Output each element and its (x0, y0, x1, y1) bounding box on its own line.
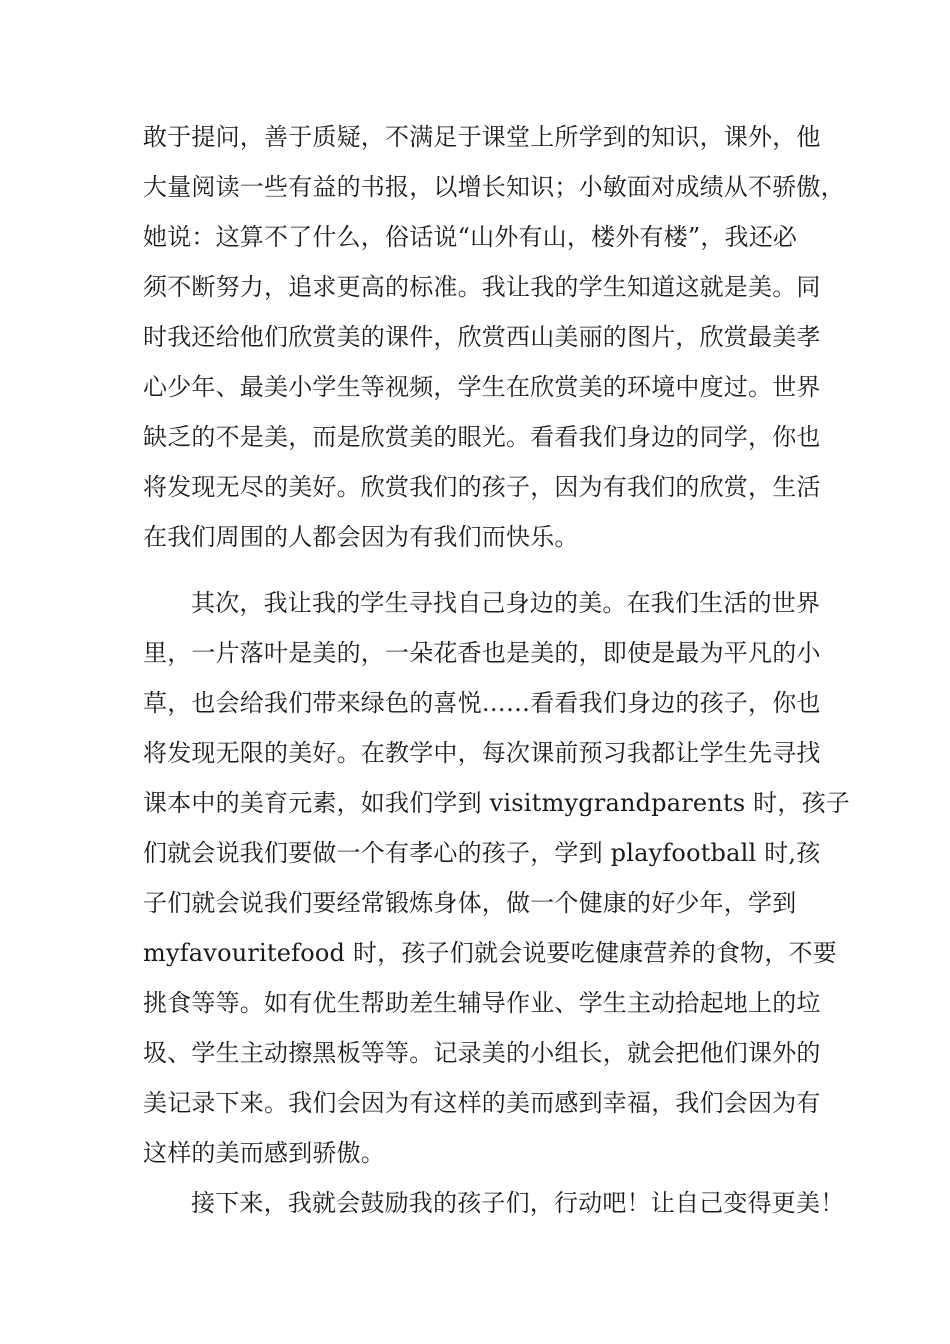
text-line: 心少年、最美小学生等视频，学生在欣赏美的环境中度过。世界 (143, 373, 821, 401)
text-line: 在我们周围的人都会因为有我们而快乐。 (143, 523, 579, 551)
text-line: 课本中的美育元素，如我们学到 visitmygrandparents 时，孩子 (143, 789, 850, 817)
paragraph-start-line: 其次，我让我的学生寻找自己身边的美。在我们生活的世界 (191, 589, 821, 617)
text-line: 将发现无限的美好。在教学中，每次课前预习我都让学生先寻找 (143, 739, 821, 767)
text-line: 将发现无尽的美好。欣赏我们的孩子，因为有我们的欣赏，生活 (143, 473, 821, 501)
text-line: 草，也会给我们带来绿色的喜悦……看看我们身边的孩子，你也 (143, 689, 821, 717)
paragraph-start-line: 接下来，我就会鼓励我的孩子们，行动吧！让自己变得更美！ (191, 1189, 845, 1217)
text-line: 挑食等等。如有优生帮助差生辅导作业、学生主动拾起地上的垃 (143, 989, 821, 1017)
text-line: 须不断努力，追求更高的标准。我让我的学生知道这就是美。同 (143, 273, 821, 301)
text-line: myfavouritefood 时，孩子们就会说要吃健康营养的食物，不要 (143, 939, 837, 967)
text-line: 她说：这算不了什么，俗话说“山外有山，楼外有楼”，我还必 (143, 223, 798, 251)
text-line: 们就会说我们要做一个有孝心的孩子，学到 playfootball 时,孩 (143, 839, 821, 867)
text-line: 时我还给他们欣赏美的课件，欣赏西山美丽的图片，欣赏最美孝 (143, 323, 821, 351)
text-line: 这样的美而感到骄傲。 (143, 1139, 385, 1167)
text-line: 敢于提问，善于质疑，不满足于课堂上所学到的知识，课外，他 (143, 123, 821, 151)
text-line: 圾、学生主动擦黑板等等。记录美的小组长，就会把他们课外的 (143, 1039, 821, 1067)
text-line: 子们就会说我们要经常锻炼身体，做一个健康的好少年，学到 (143, 889, 797, 917)
text-line: 缺乏的不是美，而是欣赏美的眼光。看看我们身边的同学，你也 (143, 423, 821, 451)
text-line: 里，一片落叶是美的，一朵花香也是美的，即使是最为平凡的小 (143, 639, 821, 667)
text-line: 大量阅读一些有益的书报，以增长知识；小敏面对成绩从不骄傲， (143, 173, 845, 201)
text-line: 美记录下来。我们会因为有这样的美而感到幸福，我们会因为有 (143, 1089, 821, 1117)
